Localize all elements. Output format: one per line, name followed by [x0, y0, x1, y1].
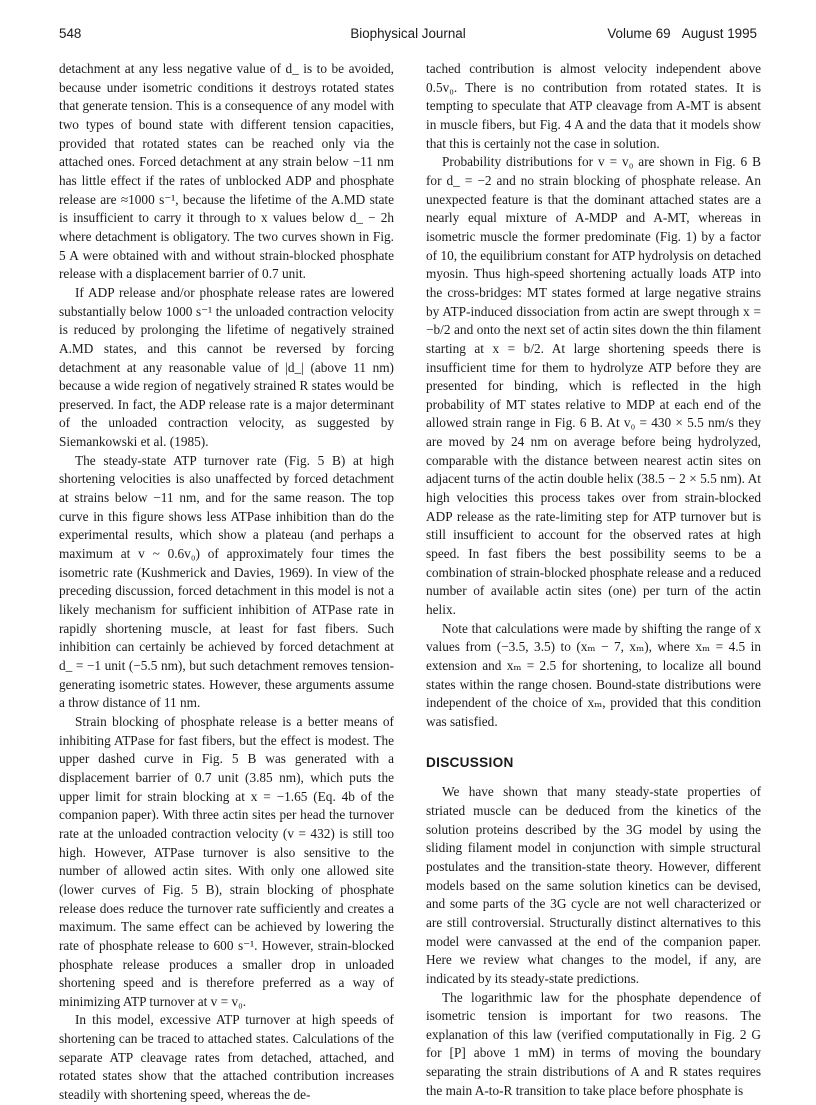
running-header: [59, 26, 757, 46]
right-paragraph-3: Note that calculations were made by shifting the range of x values from (−3.5, 3.5) to (xₘ − 7, xₘ), where xₘ = 4.5 in extension and xₘ = 2.5 for shortening, to localize all bound states within the range chosen. Bound-state distributions were independent of the choice of xₘ, provided that this condition was satisfied.: [426, 620, 761, 729]
volume-date: [607, 26, 757, 41]
section-heading-discussion: DISCUSSION: [426, 754, 514, 770]
right-column: [426, 60, 761, 1100]
right-paragraph-1: tached contribution is almost velocity independent above 0.5v₀. There is no contribution from rotated states. It is tempting to speculate that ATP cleavage from A-MT is absent in muscle fibers, but Fig. 4 A and the data that it models show that this is certainly not the case in solution.: [426, 61, 761, 151]
left-paragraph-4: Strain blocking of phosphate release is a better means of inhibiting ATPase for fast fibers, but the effect is modest. The upper dashed curve in Fig. 5 B was generated with a displacement barrier of 0.7 unit (3.85 nm), which puts the upper limit for strain blocking at x = −1.65 (Eq. 4b of the companion paper). With three actin sites per head the turnover rate at the unloaded contraction velocity (v = 432) is still too high. However, ATPase turnover is also sensitive to the number of allowed actin sites. With only one allowed site (lower curves of Fig. 5 B), strain blocking of phosphate release does reduce the turnover rate sufficiently and creates a maximum. The same effect can be achieved by lowering the rate of phosphate release to 600 s⁻¹. However, strain-blocked phosphate release produces a smaller drop in unloaded shortening speed and is therefore preferred as a way of minimizing ATP turnover at v = v₀.: [59, 713, 394, 1009]
left-paragraph-2: If ADP release and/or phosphate release rates are lowered substantially below 1000 s⁻¹ the unloaded contraction velocity is reduced by prolonging the lifetime of negatively strained A.MD states, and this cannot be reversed by forcing detachment at any reasonable value of |d_| (above 11 nm) because a wide region of negatively strained R states would be preserved. In fact, the ADP release rate is a major determinant of the unloaded contraction velocity, as suggested by Siemankowski et al. (1985).: [59, 284, 394, 450]
left-paragraph-5: In this model, excessive ATP turnover at high speeds of shortening can be traced to attached states. Calculations of the separate ATP cleavage rates from detached, attached, and rotated states show that the attached contribution increases steadily with shortening speed, whereas the de-: [59, 1012, 394, 1103]
volume-label: Volume 69: [607, 26, 671, 41]
journal-title: Biophysical Journal: [350, 26, 466, 41]
discussion-paragraph-2: The logarithmic law for the phosphate dependence of isometric tension is important for two reasons. The explanation of this law (verified computationally in Fig. 2 G for [P] above 1 mM) in terms of moving the boundary separating the strain distributions of A and R states requires the main A-to-R transition to take place before phosphate is: [426, 989, 761, 1098]
left-paragraph-1: detachment at any less negative value of d_ is to be avoided, because under isometric conditions it destroys rotated states that generate tension. This is a consequence of any model with two types of bound state with different tension capacities, provided that rotated states can be reached only via the attached ones. Forced detachment at any strain below −11 nm has little effect if the rates of unblocked ADP and phosphate release are ≈1000 s⁻¹, because the lifetime of the A.MD state is insufficient to carry it through to x values below d_ − 2h where detachment is obligatory. The two curves shown in Fig. 5 A were obtained with and without strain-blocked phosphate release with a displacement barrier of 0.7 unit.: [59, 61, 394, 282]
left-paragraph-3: The steady-state ATP turnover rate (Fig. 5 B) at high shortening velocities is also unaffected by forced detachment at strains below −11 nm, and for the same reason. The top curve in this figure shows less ATPase inhibition than do the experimental results, which show a plateau (and perhaps a maximum at v ~ 0.6v₀) of approximately four times the isometric rate (Kushmerick and Davies, 1969). In view of the preceding discussion, forced detachment in this model is not a likely mechanism for sufficient inhibition of ATPase rate in rapidly shortening muscle, at least for fast fibers. Such inhibition can certainly be achieved by forced detachment at d_ = −1 unit (−5.5 nm), but such detachment removes tension-generating isometric states. However, these arguments assume a throw distance of 11 nm.: [59, 452, 394, 711]
issue-date: August 1995: [681, 26, 757, 41]
left-column: [59, 60, 394, 1105]
page-number: 548: [59, 26, 82, 41]
right-paragraph-2: Probability distributions for v = v₀ are shown in Fig. 6 B for d_ = −2 and no strain blocking of phosphate release. An unexpected feature is that the dominant attached states are a nearly equal mixture of A-MDP and A-MT, whereas in isometric muscle the former predominate (Fig. 1) by a factor of 10, the equilibrium constant for ATP hydrolysis on detached myosin. Thus high-speed shortening actually loads ATP into the cross-bridges: MT states formed at large negative strains by ATP-induced dissociation from actin are swept through x = −b/2 and onto the next set of actin sites down the thin filament starting at x = b/2. At large shortening speeds there is insufficient time for them to hydrolyze ATP before they are presented for binding, which is reflected in the high probability of MT states relative to MDP at each end of the allowed strain range in Fig. 6 B. At v₀ = 430 × 5.5 nm/s they are moved by 24 nm on average before being hydrolyzed, comparable with the distance between nearest actin sites on adjacent turns of the actin double helix (38.5 − 2 × 5.5 nm). At high velocities this process takes over from strain-blocked ADP release as the rate-limiting step for ATP turnover but is still insufficient to account for the observed rates at high speed. In fast fibers the best possibility seems to be a combination of strain-blocked phosphate release and a reduced number of available actin sites (one) per turn of the actin helix.: [426, 154, 761, 618]
discussion-paragraph-1: We have shown that many steady-state properties of striated muscle can be deduced from the kinetics of the solution proteins described by the 3G model by using the sliding filament model in conjunction with simple structural postulates and the transition-state theory. However, different models based on the same solution kinetics can be devised, and some parts of the 3G cycle are not well characterized or are still controversial. Structurally distinct alternatives to this model were canvassed at the end of the companion paper. Here we review what changes to the model, if any, are indicated by its steady-state predictions.: [426, 784, 761, 986]
